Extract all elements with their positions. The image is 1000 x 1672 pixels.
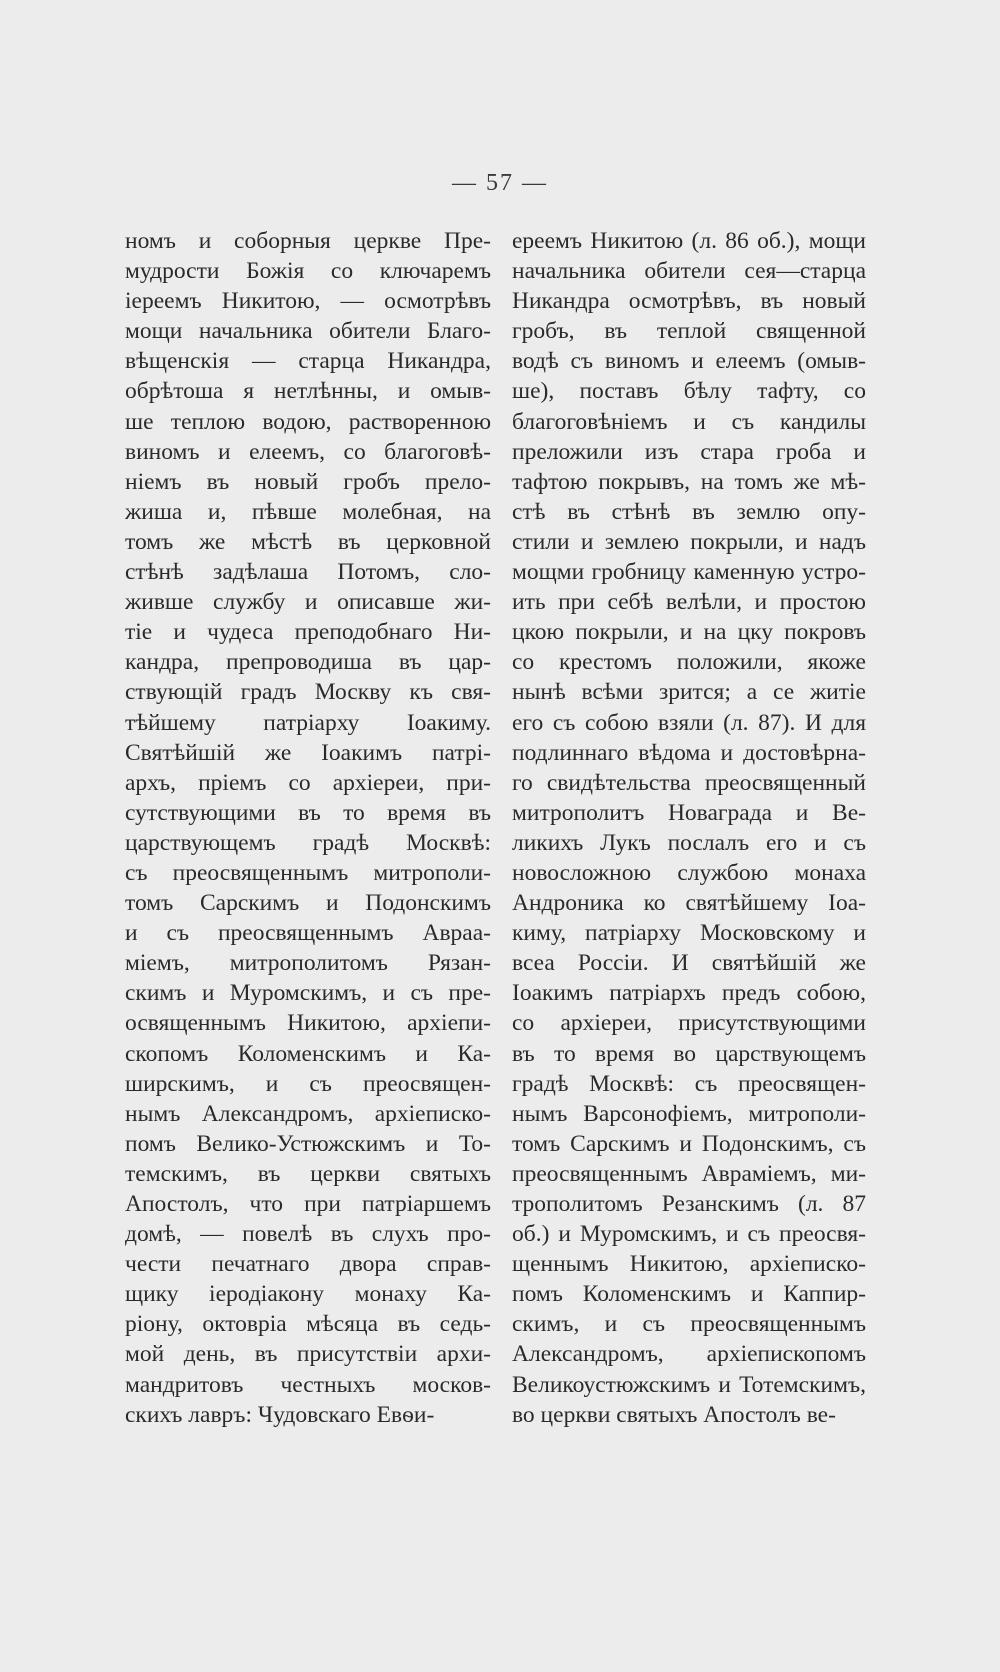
- right-column-line: со архіереи, присутствующими: [512, 1010, 866, 1037]
- left-column-line: освященнымъ Никитою, архіепи-: [125, 1010, 491, 1037]
- left-column-line: Святѣйшій же Іоакимъ патрі-: [125, 739, 491, 766]
- right-column-line: подлиннаго вѣдома и достовѣрна-: [512, 739, 866, 766]
- left-text-column: [125, 226, 491, 1430]
- left-column-line: царствующемъ градѣ Москвѣ:: [125, 829, 491, 856]
- right-column-line: стили и землею покрыли, и надъ: [512, 528, 866, 555]
- right-column-line: Іоакимъ патріархъ предъ собою,: [512, 980, 866, 1007]
- right-column-line: градѣ Москвѣ: съ преосвящен-: [512, 1070, 866, 1097]
- left-column-line: міемъ, митрополитомъ Рязан-: [125, 950, 491, 977]
- right-column-line: ереемъ Никитою (л. 86 об.), мощи: [512, 228, 866, 254]
- right-column-line: скимъ, и съ преосвященнымъ: [512, 1311, 866, 1338]
- left-column-line: и съ преосвященнымъ Авраа-: [125, 920, 491, 947]
- right-column-line: новосложною службою монаха: [512, 859, 866, 886]
- left-column-line: номъ и соборныя церкве Пре-: [125, 228, 491, 254]
- right-column-line: со крестомъ положили, якоже: [512, 649, 866, 676]
- left-column-line: помъ Велико-Устюжскимъ и То-: [125, 1130, 491, 1157]
- left-column-line: архъ, пріемъ со архіереи, при-: [125, 769, 491, 796]
- left-column-line: сутствующими въ то время въ: [125, 799, 491, 826]
- right-text-column: [512, 226, 866, 1430]
- left-column-line: ствующій градъ Москву къ свя-: [125, 679, 491, 706]
- right-column-line: всеа Россіи. И святѣйшій же: [512, 950, 866, 977]
- left-column-line: тіе и чудеса преподобнаго Ни-: [125, 619, 491, 646]
- left-column-line: ширскимъ, и съ преосвящен-: [125, 1070, 491, 1097]
- left-column-line: ніемъ въ новый гробъ прело-: [125, 468, 491, 495]
- left-column-line: нымъ Александромъ, архіеписко-: [125, 1100, 491, 1127]
- right-column-line: мощми гробницу каменную устро-: [512, 559, 866, 586]
- right-column-line: начальника обители сея—старца: [512, 258, 866, 285]
- left-column-line: чести печатнаго двора справ-: [125, 1251, 491, 1278]
- right-column-line: его съ собою взяли (л. 87). И для: [512, 709, 866, 736]
- left-column-line: томъ же мѣстѣ въ церковной: [125, 528, 491, 555]
- left-column-line: обрѣтоша я нетлѣнны, и омыв-: [125, 378, 491, 405]
- left-column-line: мой день, въ присутствіи архи-: [125, 1341, 491, 1368]
- left-column-line: мудрости Божія со ключаремъ: [125, 258, 491, 285]
- left-column-line: іереемъ Никитою, — осмотрѣвъ: [125, 288, 491, 315]
- right-column-line: преложили изъ стара гроба и: [512, 438, 866, 465]
- left-column-line: виномъ и елеемъ, со благоговѣ-: [125, 438, 491, 465]
- right-column-line: благоговѣніемъ и съ кандилы: [512, 408, 866, 435]
- left-column-line: мандритовъ честныхъ москов-: [125, 1371, 491, 1398]
- left-column-line: Апостолъ, что при патріаршемъ: [125, 1191, 491, 1217]
- right-column-line: нымъ Варсонофіемъ, митрополи-: [512, 1100, 866, 1127]
- left-column-line: ріону, октовріа мѣсяца въ седь-: [125, 1311, 491, 1338]
- right-column-line: Великоустюжскимъ и Тотемскимъ,: [512, 1371, 866, 1398]
- right-column-line: нынѣ всѣми зрится; а се житіе: [512, 679, 866, 706]
- right-column-line: Александромъ, архіепископомъ: [512, 1341, 866, 1368]
- left-column-line: щику іеродіакону монаху Ка-: [125, 1281, 491, 1308]
- right-column-line: Андроника ко святѣйшему Іоа-: [512, 890, 866, 917]
- right-column-line: щеннымъ Никитою, архіеписко-: [512, 1251, 866, 1278]
- left-column-line: томъ Сарскимъ и Подонскимъ: [125, 890, 491, 917]
- left-column-line: ше теплою водою, растворенною: [125, 408, 491, 435]
- right-column-line: гробъ, въ теплой священной: [512, 318, 866, 345]
- page-number: — 57 —: [452, 170, 548, 196]
- left-column-line: вѣщенскія — старца Никандра,: [125, 348, 491, 375]
- left-column-line: скопомъ Коломенскимъ и Ка-: [125, 1040, 491, 1067]
- right-column-line: трополитомъ Резанскимъ (л. 87: [512, 1191, 866, 1217]
- right-column-line: стѣ въ стѣнѣ въ землю опу-: [512, 498, 866, 525]
- right-column-line: помъ Коломенскимъ и Каппир-: [512, 1281, 866, 1308]
- left-column-line: жиша и, пѣвше молебная, на: [125, 498, 491, 525]
- right-column-line: ше), поставъ бѣлу тафту, со: [512, 378, 866, 405]
- left-column-line: живше службу и описавше жи-: [125, 589, 491, 616]
- right-column-line: томъ Сарскимъ и Подонскимъ, съ: [512, 1130, 866, 1157]
- right-column-line: го свидѣтельства преосвященный: [512, 769, 866, 796]
- right-column-line: цкою покрыли, и на цку покровъ: [512, 619, 866, 646]
- left-column-line: стѣнѣ задѣлаша Потомъ, сло-: [125, 559, 491, 586]
- left-column-line: домѣ, — повелѣ въ слухъ про-: [125, 1221, 491, 1248]
- right-column-line: об.) и Муромскимъ, и съ преосвя-: [512, 1221, 866, 1248]
- right-column-line: преосвященнымъ Авраміемъ, ми-: [512, 1160, 866, 1187]
- right-column-line: ликихъ Лукъ послалъ его и съ: [512, 829, 866, 856]
- right-column-line: водѣ съ виномъ и елеемъ (омыв-: [512, 348, 866, 375]
- right-column-line: въ то время во царствующемъ: [512, 1040, 866, 1067]
- left-column-line: съ преосвященнымъ митрополи-: [125, 859, 491, 886]
- left-column-line: мощи начальника обители Благо-: [125, 318, 491, 345]
- left-column-line: скимъ и Муромскимъ, и съ пре-: [125, 980, 491, 1007]
- right-column-line: киму, патріарху Московскому и: [512, 920, 866, 947]
- right-column-line: тафтою покрывъ, на томъ же мѣ-: [512, 468, 866, 495]
- right-column-line: ить при себѣ велѣли, и простою: [512, 589, 866, 616]
- right-column-line: Никандра осмотрѣвъ, въ новый: [512, 288, 866, 315]
- right-column-line: митрополитъ Новаграда и Ве-: [512, 799, 866, 826]
- left-column-line: скихъ лавръ: Чудовскаго Евѳи-: [125, 1401, 435, 1428]
- left-column-line: темскимъ, въ церкви святыхъ: [125, 1160, 491, 1187]
- left-column-line: тѣйшему патріарху Іоакиму.: [125, 709, 491, 736]
- right-column-line: во церкви святыхъ Апостолъ ве-: [512, 1401, 836, 1428]
- left-column-line: кандра, препроводиша въ цар-: [125, 649, 491, 676]
